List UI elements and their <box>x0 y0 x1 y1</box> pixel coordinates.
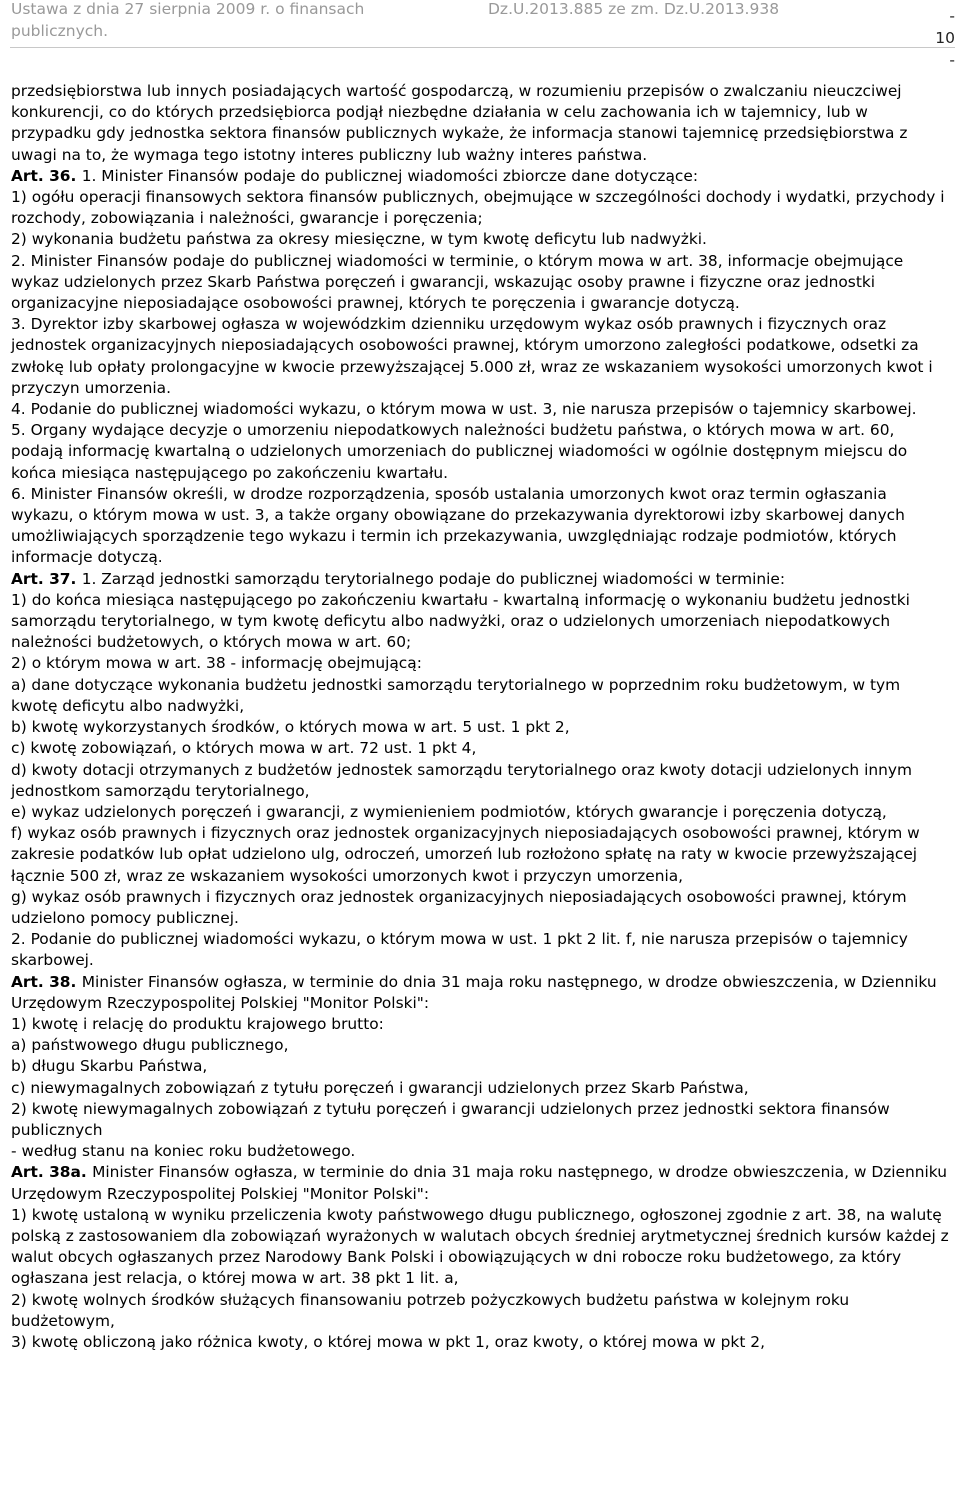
paragraph-text: g) wykaz osób prawnych i fizycznych oraz jednostek organizacyjnych nieposiadających osobowości prawnej, którym udzielono pomocy publicznej. <box>11 887 907 927</box>
paragraph <box>11 1205 951 1290</box>
paragraph <box>11 1035 951 1056</box>
paragraph <box>11 1290 951 1332</box>
paragraph <box>11 760 951 802</box>
article-heading: Art. 37. <box>11 569 82 588</box>
paragraph <box>11 590 951 654</box>
paragraph-text: - według stanu na koniec roku budżetowego. <box>11 1142 356 1161</box>
article-heading: Art. 36. <box>11 166 82 185</box>
document-body <box>11 81 951 1353</box>
paragraph-text: e) wykaz udzielonych poręczeń i gwarancji, z wymienieniem podmiotów, których gwarancje i poręczenia dotyczą, <box>11 802 887 821</box>
paragraph <box>11 484 951 569</box>
paragraph <box>11 420 951 484</box>
paragraph <box>11 251 951 315</box>
paragraph-text: 1) kwotę i relację do produktu krajowego brutto: <box>11 1014 384 1033</box>
paragraph-text: 2. Podanie do publicznej wiadomości wykazu, o którym mowa w ust. 1 pkt 2 lit. f, nie narusza przepisów o tajemnicy skarbowej. <box>11 930 908 970</box>
paragraph-text: b) długu Skarbu Państwa, <box>11 1057 208 1076</box>
paragraph <box>11 717 951 738</box>
paragraph-text: 6. Minister Finansów określi, w drodze rozporządzenia, sposób ustalania umorzonych kwot oraz termin ogłaszania wykazu, o którym mowa w ust. 3, a także organy obowiązane do przekazywania dyrektorowi izby skarbowej danych umożliwiających sporządzenie tego wykazu i termin ich przekazywania, uwzględniając rodzaje podmiotów, których informacje dotyczą. <box>11 484 905 567</box>
paragraph-text: 2. Minister Finansów podaje do publicznej wiadomości w terminie, o którym mowa w art. 38, informacje obejmujące wykaz udzielonych przez Skarb Państwa poręczeń i gwarancji, wskazując osoby prawne i fizyczne oraz jednostki organizacyjne nieposiadające osobowości prawnej, których te poręczenia i gwarancje dotyczą. <box>11 251 904 313</box>
article-heading: Art. 38. <box>11 972 82 991</box>
paragraph-text: a) dane dotyczące wykonania budżetu jednostki samorządu terytorialnego w poprzednim roku budżetowym, w tym kwotę deficytu albo nadwyżki, <box>11 675 901 715</box>
journal-reference: Dz.U.2013.885 ze zm. Dz.U.2013.938 <box>488 0 780 18</box>
paragraph-text: 3. Dyrektor izby skarbowej ogłasza w wojewódzkim dzienniku urzędowym wykaz osób prawnych i fizycznych oraz jednostek organizacyjnych nieposiadających osobowości prawnej, którym umorzono zaległości podatkowe, odsetki za zwłokę lub opłaty prolongacyjne w kwocie przewyższającej 5.000 zł, wraz ze wskazaniem wysokości umorzonych kwot i przyczyn umorzenia. <box>11 315 933 397</box>
paragraph-text: 3) kwotę obliczoną jako różnica kwoty, o której mowa w pkt 1, oraz kwoty, o której mowa w pkt 2, <box>11 1332 765 1351</box>
paragraph <box>11 1078 951 1099</box>
page-header <box>0 0 960 69</box>
paragraph <box>11 802 951 823</box>
page-number: - 10 - <box>935 7 955 69</box>
paragraph-text: 4. Podanie do publicznej wiadomości wykazu, o którym mowa w ust. 3, nie narusza przepisów o tajemnicy skarbowej. <box>11 400 917 419</box>
paragraph-text: 1) kwotę ustaloną w wyniku przeliczenia kwoty państwowego długu publicznego, ogłoszonej zgodnie z art. 38, na walutę polską z zastosowaniem dla zobowiązań wyrażonych w walutach obcych średniej arytmetycznej średnich kursów każdej z walut obcych ogłaszanych przez Narodowy Bank Polski i obowiązujących w dni robocze roku budżetowego, za który ogłaszana jest relacja, o której mowa w art. 38 pkt 1 lit. a, <box>11 1205 949 1288</box>
paragraph-text: d) kwoty dotacji otrzymanych z budżetów jednostek samorządu terytorialnego oraz kwoty dotacji udzielonych innym jednostkom samorządu terytorialnego, <box>11 760 912 800</box>
paragraph <box>11 929 951 971</box>
paragraph-text: c) niewymagalnych zobowiązań z tytułu poręczeń i gwarancji udzielonych przez Skarb Państwa, <box>11 1078 749 1097</box>
paragraph <box>11 1332 951 1353</box>
paragraph-text: c) kwotę zobowiązań, o których mowa w art. 72 ust. 1 pkt 4, <box>11 739 477 758</box>
paragraph-text: 5. Organy wydające decyzje o umorzeniu niepodatkowych należności budżetu państwa, o których mowa w art. 60, podają informację kwartalną o udzielonych umorzeniach do publicznej wiadomości w ogólnie dostępnym miejscu do końca miesiąca następującego po zakończeniu kwartału. <box>11 421 908 482</box>
paragraph <box>11 972 951 1014</box>
paragraph-text: 1) ogółu operacji finansowych sektora finansów publicznych, obejmujące w szczególności dochody i wydatki, przychody i rozchody, zobowiązania i należności, gwarancje i poręczenia; <box>11 188 945 228</box>
paragraph-text: przedsiębiorstwa lub innych posiadających wartość gospodarczą, w rozumieniu przepisów o zwalczaniu nieuczciwej konkurencji, co do których przedsiębiorca podjął niezbędne działania w celu zachowania ich w tajemnicy, lub w przypadku gdy jednostka sektora finansów publicznych wykaże, że informacja stanowi tajemnicę przedsiębiorstwa z uwagi na to, że wymaga tego istotny interes publiczny lub ważny interes państwa. <box>11 82 908 164</box>
paragraph <box>11 569 951 590</box>
paragraph <box>11 314 951 399</box>
paragraph-text: Minister Finansów ogłasza, w terminie do dnia 31 maja roku następnego, w drodze obwieszczenia, w Dzienniku Urzędowym Rzeczypospolitej Polskiej "Monitor Polski": <box>11 972 937 1012</box>
paragraph <box>11 1014 951 1035</box>
paragraph-text: Minister Finansów ogłasza, w terminie do dnia 31 maja roku następnego, w drodze obwieszczenia, w Dzienniku Urzędowym Rzeczypospolitej Polskiej "Monitor Polski": <box>11 1163 948 1203</box>
paragraph <box>11 81 951 166</box>
paragraph-text: 2) wykonania budżetu państwa za okresy miesięczne, w tym kwotę deficytu lub nadwyżki. <box>11 230 707 249</box>
paragraph <box>11 653 951 674</box>
paragraph-text: 2) kwotę niewymagalnych zobowiązań z tytułu poręczeń i gwarancji udzielonych przez jednostki sektora finansów publicznych <box>11 1099 890 1139</box>
paragraph <box>11 1056 951 1077</box>
paragraph <box>11 675 951 717</box>
paragraph <box>11 166 951 187</box>
paragraph <box>11 187 951 229</box>
paragraph-text: b) kwotę wykorzystanych środków, o których mowa w art. 5 ust. 1 pkt 2, <box>11 718 570 737</box>
paragraph <box>11 823 951 887</box>
paragraph-text: 1. Zarząd jednostki samorządu terytorialnego podaje do publicznej wiadomości w terminie: <box>81 569 786 588</box>
act-title: Ustawa z dnia 27 sierpnia 2009 r. o finansach publicznych. <box>11 0 365 40</box>
paragraph <box>11 1162 951 1204</box>
paragraph-text: f) wykaz osób prawnych i fizycznych oraz jednostek organizacyjnych nieposiadających osobowości prawnej, którym w zakresie podatków lub opłat udzielono ulg, odroczeń, umorzeń lub rozłożono spłatę na raty w kwocie przewyższającej łącznie 500 zł, wraz ze wskazaniem wysokości umorzonych kwot i przyczyn umorzenia, <box>11 824 920 885</box>
paragraph-text: 2) kwotę wolnych środków służących finansowaniu potrzeb pożyczkowych budżetu państwa w kolejnym roku budżetowym, <box>11 1290 850 1330</box>
paragraph-text: 2) o którym mowa w art. 38 - informację obejmującą: <box>11 654 422 673</box>
paragraph-text: 1. Minister Finansów podaje do publicznej wiadomości zbiorcze dane dotyczące: <box>81 166 699 185</box>
paragraph-text: 1) do końca miesiąca następującego po zakończeniu kwartału - kwartalną informację o wykonaniu budżetu jednostki samorządu terytorialnego, w tym kwotę deficytu albo nadwyżki, oraz o udzielonych umorzeniach niepodatkowych należności budżetowych, o których mowa w art. 60; <box>11 590 910 652</box>
paragraph <box>11 1141 951 1162</box>
paragraph <box>11 887 951 929</box>
paragraph <box>11 1099 951 1141</box>
article-heading: Art. 38a. <box>11 1163 93 1182</box>
paragraph <box>11 738 951 759</box>
header-divider <box>10 47 955 48</box>
paragraph <box>11 229 951 250</box>
paragraph <box>11 399 951 420</box>
paragraph-text: a) państwowego długu publicznego, <box>11 1036 289 1055</box>
